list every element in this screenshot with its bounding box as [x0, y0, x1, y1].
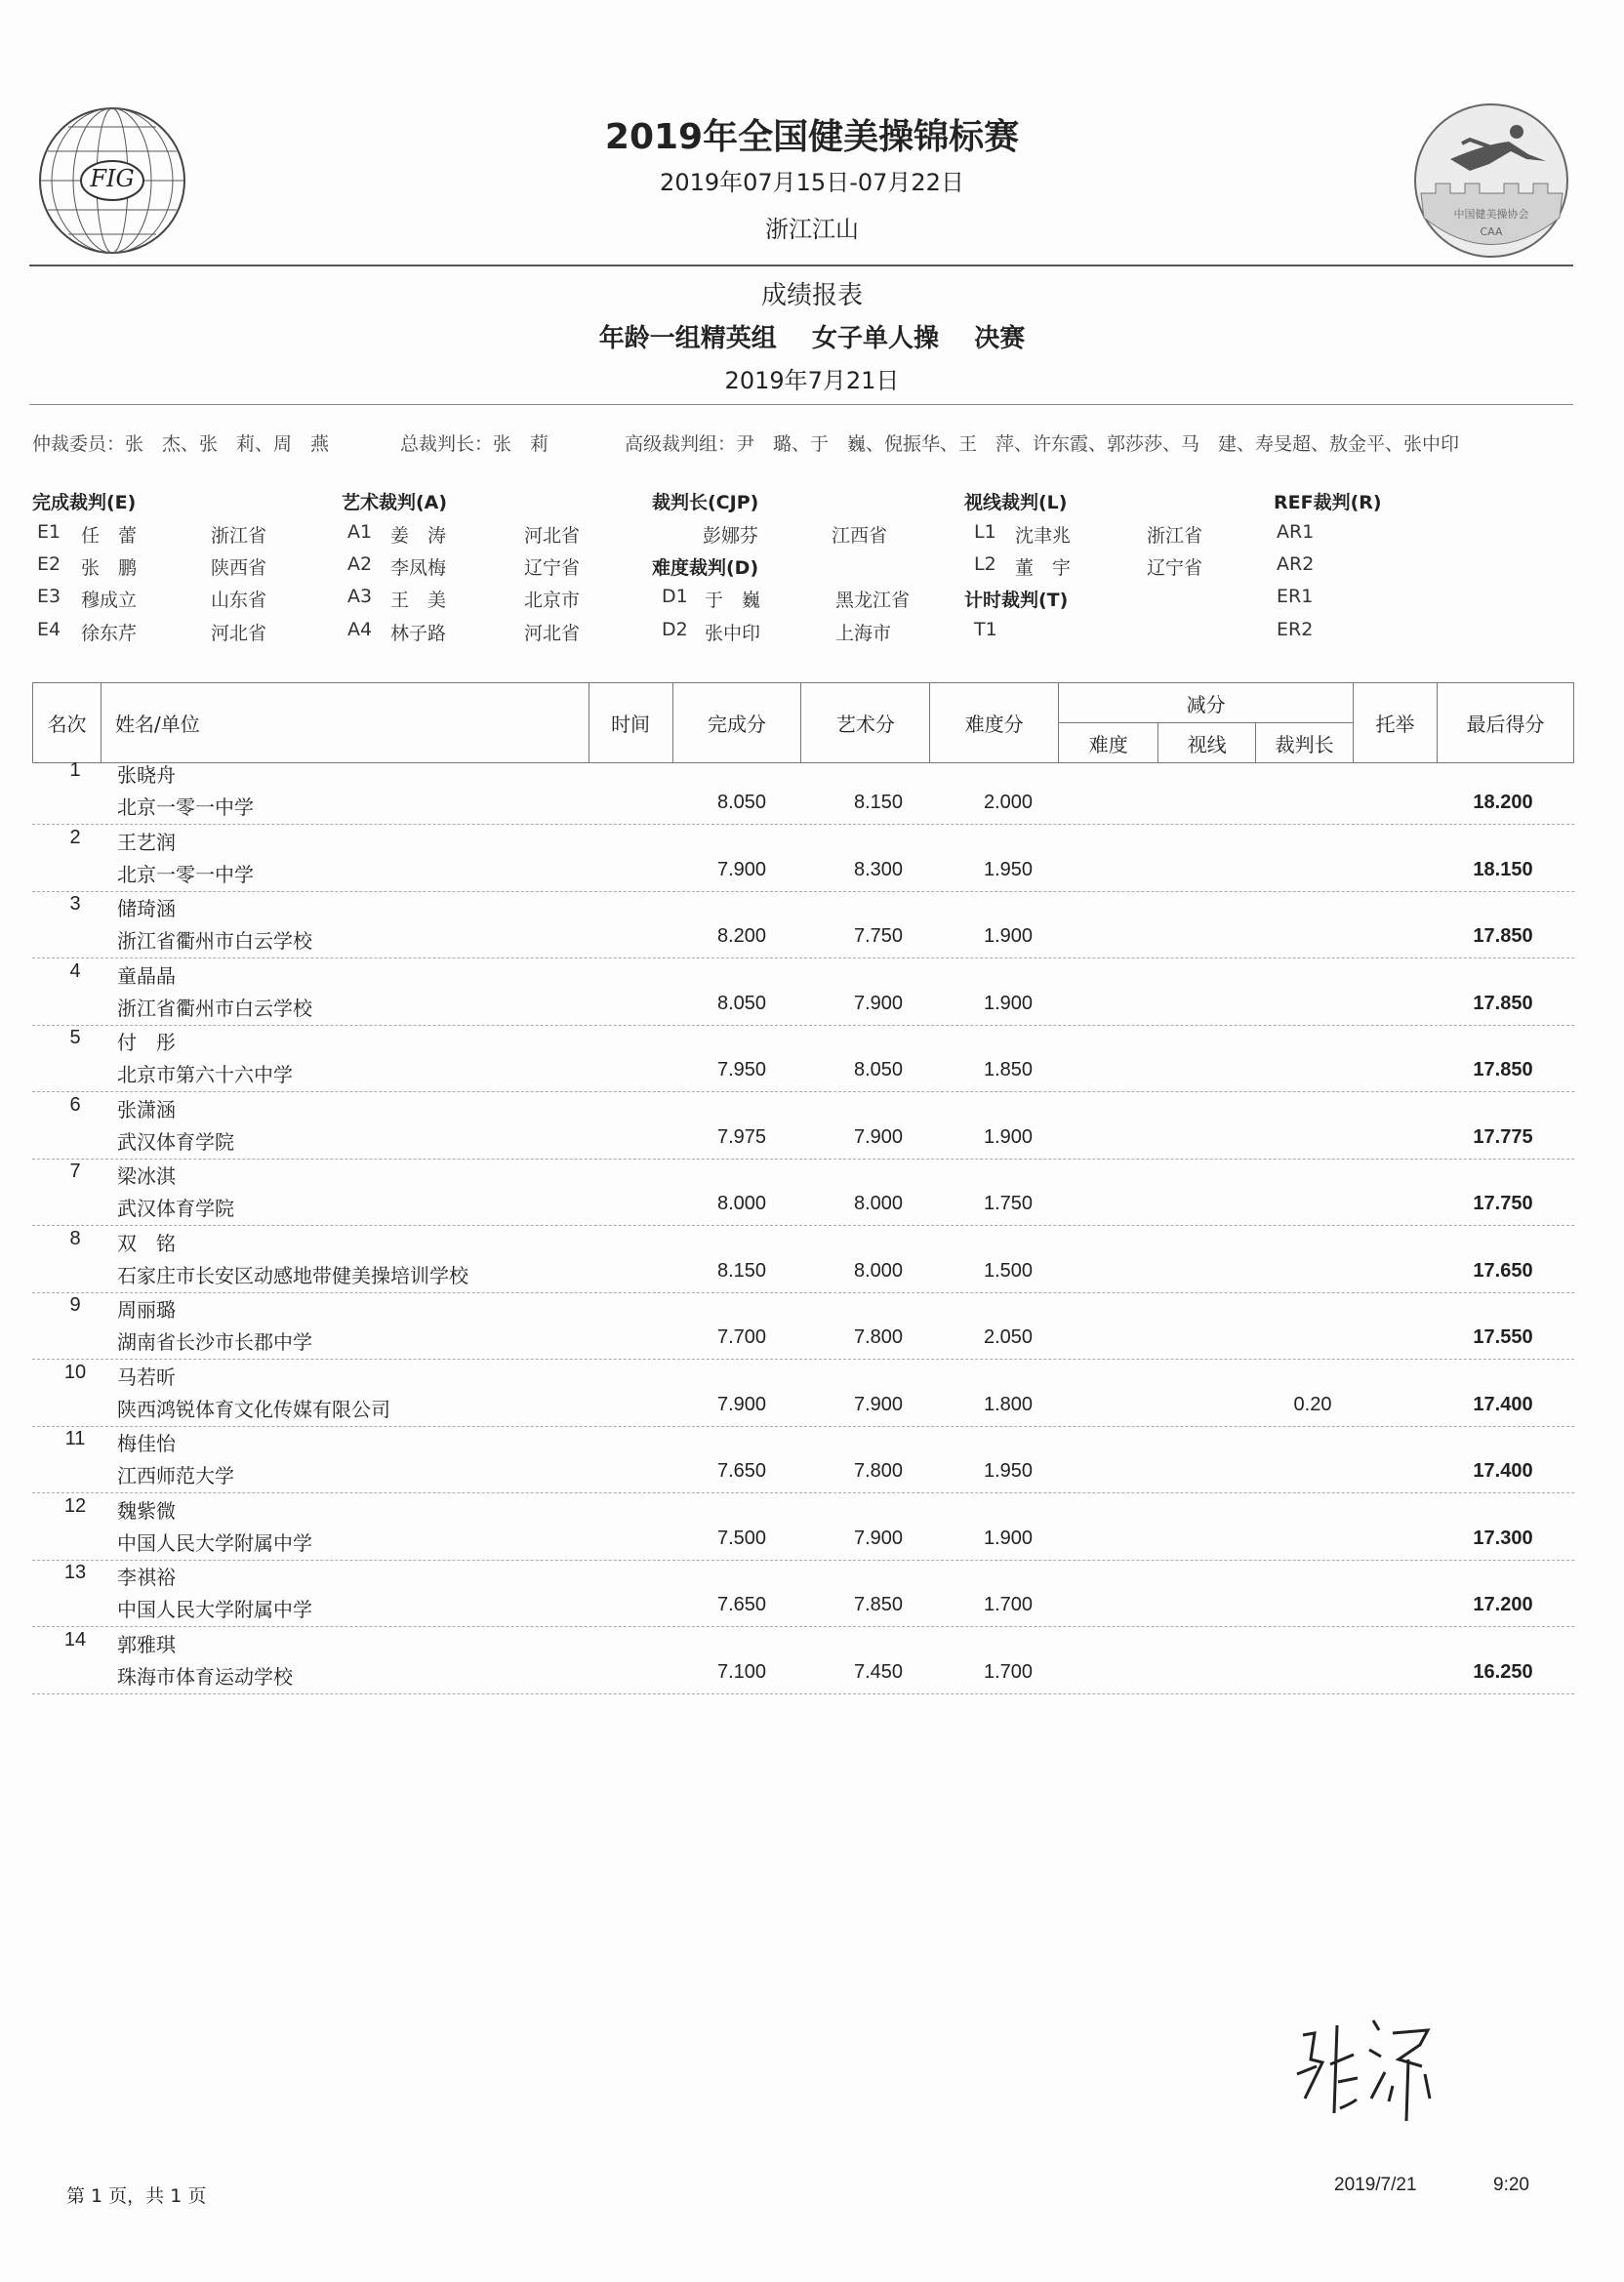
execution-judge-name: 任 蕾: [81, 525, 138, 547]
ref-judge-code: AR1: [1277, 521, 1315, 543]
difficulty-score: 1.850: [983, 1059, 1034, 1080]
row-divider: [32, 1492, 1574, 1493]
athlete-unit: 陕西鸿锐体育文化传媒有限公司: [117, 1397, 390, 1421]
difficulty-score: 1.900: [983, 925, 1034, 947]
fig-logo-text: FIG: [90, 165, 135, 192]
artistic-score: 7.900: [853, 992, 904, 1014]
execution-score: 7.650: [716, 1594, 767, 1615]
execution-judge-province: 山东省: [211, 590, 267, 611]
row-rank: 10: [63, 1361, 87, 1383]
artistic-judge-province: 河北省: [524, 623, 581, 644]
difficulty-score: 1.700: [983, 1594, 1034, 1615]
execution-judge-name: 穆成立: [81, 590, 138, 611]
execution-judge-province: 陕西省: [211, 557, 267, 579]
row-rank: 9: [69, 1294, 81, 1316]
artistic-judge-name: 林子路: [390, 623, 447, 644]
row-rank: 7: [69, 1161, 81, 1182]
row-divider: [32, 1560, 1574, 1561]
execution-score: 7.975: [716, 1125, 767, 1148]
row-rank: 11: [64, 1428, 86, 1449]
signature: [1283, 2006, 1440, 2133]
difficulty-score: 1.500: [983, 1259, 1034, 1282]
results-table-header: [32, 682, 1574, 763]
execution-score: 7.900: [716, 1393, 767, 1415]
difficulty-score: 1.900: [983, 992, 1034, 1014]
line-judge-province: 辽宁省: [1147, 557, 1203, 579]
header-divider: [29, 265, 1573, 266]
execution-score: 7.700: [716, 1326, 767, 1348]
execution-score: 8.050: [716, 992, 767, 1014]
col-rank: 名次: [33, 683, 102, 763]
execution-judge-code: E3: [37, 586, 61, 607]
artistic-judge-name: 姜 涛: [390, 525, 447, 547]
artistic-judge-code: A4: [347, 619, 373, 640]
row-divider: [32, 1693, 1574, 1694]
line-judge-name: 沈聿兆: [1015, 525, 1072, 547]
artistic-score: 7.800: [853, 1326, 904, 1348]
difficulty-judge-code: D2: [662, 619, 688, 640]
execution-score: 8.150: [716, 1259, 767, 1282]
row-divider: [32, 1292, 1574, 1293]
col-artistic: 艺术分: [801, 683, 930, 763]
row-divider: [32, 891, 1574, 892]
final-score: 17.775: [1473, 1125, 1533, 1148]
artistic-score: 7.800: [853, 1460, 904, 1482]
athlete-name: 周丽璐: [117, 1298, 176, 1322]
cjp-deduction: 0.20: [1293, 1393, 1332, 1415]
athlete-unit: 浙江省衢州市白云学校: [117, 996, 312, 1020]
execution-judge-province: 河北省: [211, 623, 267, 644]
col-deduct-difficulty: 难度: [1059, 723, 1158, 763]
row-rank: 5: [69, 1027, 81, 1048]
artistic-judge-name: 王 美: [390, 590, 447, 611]
row-divider: [32, 1426, 1574, 1427]
athlete-unit: 江西师范大学: [117, 1464, 234, 1487]
row-divider: [32, 1159, 1574, 1160]
row-rank: 14: [63, 1628, 87, 1650]
time-judges-title: 计时裁判(T): [964, 590, 1069, 611]
athlete-unit: 石家庄市长安区动感地带健美操培训学校: [117, 1263, 468, 1287]
col-difficulty: 难度分: [930, 683, 1059, 763]
final-score: 16.250: [1473, 1660, 1533, 1683]
execution-judge-province: 浙江省: [211, 525, 267, 547]
athlete-name: 魏紫微: [117, 1498, 176, 1523]
artistic-score: 7.900: [853, 1393, 904, 1415]
difficulty-score: 1.900: [983, 1527, 1034, 1549]
report-divider: [29, 404, 1573, 405]
execution-score: 8.050: [716, 792, 767, 813]
athlete-unit: 北京一零一中学: [117, 795, 254, 819]
athlete-unit: 武汉体育学院: [117, 1197, 234, 1220]
line-judge-province: 浙江省: [1147, 525, 1203, 547]
report-date: 2019年7月21日: [724, 367, 900, 394]
cjp-name: 彭娜芬: [703, 525, 759, 547]
execution-score: 7.650: [716, 1460, 767, 1482]
artistic-score: 8.000: [853, 1193, 904, 1214]
athlete-name: 张晓舟: [117, 763, 176, 787]
athlete-name: 童晶晶: [117, 963, 176, 988]
difficulty-score: 1.900: [983, 1125, 1034, 1148]
artistic-score: 8.150: [853, 792, 904, 813]
difficulty-judge-province: 上海市: [835, 623, 892, 644]
row-rank: 6: [69, 1093, 81, 1116]
row-rank: 2: [69, 826, 81, 848]
execution-score: 7.900: [716, 858, 767, 880]
page-indicator: 第 1 页，共 1 页: [66, 2185, 207, 2207]
col-lift: 托举: [1354, 683, 1438, 763]
difficulty-score: 1.800: [983, 1393, 1034, 1415]
final-score: 17.400: [1473, 1460, 1533, 1482]
ref-judges-title: REF裁判(R): [1274, 492, 1382, 513]
difficulty-score: 1.950: [983, 1460, 1034, 1482]
artistic-judge-code: A2: [347, 553, 373, 575]
col-name: 姓名/单位: [101, 683, 589, 763]
row-divider: [32, 824, 1574, 825]
athlete-unit: 北京一零一中学: [117, 862, 254, 886]
col-deduct-cjp: 裁判长: [1256, 723, 1354, 763]
difficulty-judge-name: 张中印: [705, 623, 761, 644]
execution-judge-name: 徐东芹: [81, 623, 138, 644]
final-score: 18.200: [1473, 792, 1533, 813]
row-rank: 13: [63, 1562, 87, 1583]
report-category: 年龄一组精英组 女子单人操 决赛: [598, 324, 1026, 353]
athlete-unit: 中国人民大学附属中学: [117, 1530, 312, 1555]
row-divider: [32, 1091, 1574, 1092]
row-divider: [32, 1359, 1574, 1360]
competition-dates: 2019年07月15日-07月22日: [660, 169, 964, 196]
artistic-judge-province: 辽宁省: [524, 557, 581, 579]
row-rank: 1: [69, 759, 81, 781]
athlete-unit: 武汉体育学院: [117, 1129, 234, 1154]
execution-judges-title: 完成裁判(E): [32, 492, 137, 513]
final-score: 17.850: [1473, 992, 1533, 1014]
col-deductions: 减分: [1059, 683, 1354, 723]
artistic-score: 7.750: [853, 925, 904, 947]
athlete-name: 梅佳怡: [117, 1432, 176, 1455]
final-score: 17.400: [1473, 1393, 1533, 1415]
execution-judge-code: E1: [37, 521, 61, 543]
row-rank: 8: [69, 1227, 81, 1249]
artistic-judge-code: A1: [347, 521, 373, 543]
ref-judge-code: AR2: [1277, 553, 1315, 575]
execution-score: 7.100: [716, 1660, 767, 1683]
artistic-score: 8.300: [853, 858, 904, 880]
artistic-score: 8.000: [853, 1259, 904, 1282]
athlete-name: 王艺润: [117, 830, 176, 854]
artistic-score: 8.050: [853, 1059, 904, 1080]
artistic-score: 7.850: [853, 1594, 904, 1615]
execution-score: 8.200: [716, 925, 767, 947]
row-divider: [32, 1025, 1574, 1026]
execution-judge-code: E4: [37, 619, 61, 640]
cjp-title: 裁判长(CJP): [652, 492, 759, 513]
print-time: 9:20: [1493, 2175, 1529, 2195]
col-execution: 完成分: [672, 683, 801, 763]
execution-judge-name: 张 鹏: [81, 557, 138, 579]
row-rank: 12: [63, 1494, 87, 1517]
row-rank: 4: [69, 959, 81, 982]
col-final: 最后得分: [1438, 683, 1574, 763]
difficulty-judge-province: 黑龙江省: [835, 590, 911, 611]
artistic-judge-province: 河北省: [524, 525, 581, 547]
time-judge-code: T1: [974, 619, 997, 640]
final-score: 17.550: [1473, 1326, 1533, 1348]
execution-score: 7.950: [716, 1059, 767, 1080]
difficulty-score: 2.050: [983, 1326, 1034, 1348]
artistic-score: 7.450: [853, 1660, 904, 1683]
caa-logo-text: 中国健美操协会: [1453, 208, 1529, 221]
athlete-name: 储琦涵: [117, 897, 176, 920]
final-score: 17.300: [1473, 1527, 1533, 1549]
final-score: 17.650: [1473, 1259, 1533, 1282]
execution-score: 7.500: [716, 1527, 767, 1549]
athlete-unit: 北京市第六十六中学: [117, 1063, 293, 1086]
final-score: 17.200: [1473, 1594, 1533, 1615]
artistic-judges-title: 艺术裁判(A): [342, 492, 448, 513]
line-judge-code: L1: [974, 521, 996, 543]
line-judge-code: L2: [974, 553, 996, 575]
athlete-unit: 中国人民大学附属中学: [117, 1598, 312, 1621]
final-score: 17.850: [1473, 925, 1533, 947]
athlete-unit: 湖南省长沙市长郡中学: [117, 1330, 312, 1354]
line-judges-title: 视线裁判(L): [964, 492, 1068, 513]
competition-title: 2019年全国健美操锦标赛: [604, 117, 1020, 157]
athlete-unit: 珠海市体育运动学校: [117, 1664, 293, 1689]
col-time: 时间: [589, 683, 672, 763]
artistic-score: 7.900: [853, 1527, 904, 1549]
difficulty-judge-name: 于 巍: [705, 590, 761, 611]
caa-logo-sub: CAA: [1480, 225, 1503, 238]
athlete-name: 郭雅琪: [117, 1632, 176, 1656]
difficulty-score: 2.000: [983, 792, 1034, 813]
artistic-judge-province: 北京市: [524, 590, 581, 611]
final-score: 17.750: [1473, 1193, 1533, 1214]
row-divider: [32, 1626, 1574, 1627]
athlete-unit: 浙江省衢州市白云学校: [117, 929, 312, 953]
final-score: 17.850: [1473, 1059, 1533, 1080]
athlete-name: 双 铭: [117, 1231, 176, 1255]
artistic-judge-code: A3: [347, 586, 373, 607]
jury-members: 仲裁委员：张 杰、张 莉、周 燕: [32, 433, 330, 455]
athlete-name: 李祺裕: [117, 1566, 176, 1589]
difficulty-score: 1.700: [983, 1660, 1034, 1683]
final-score: 18.150: [1473, 858, 1533, 880]
senior-judges: 高级裁判组：尹 璐、于 巍、倪振华、王 萍、许东霞、郭莎莎、马 建、寿旻超、敖金平、张中印: [625, 433, 1460, 455]
difficulty-score: 1.950: [983, 858, 1034, 880]
col-deduct-line: 视线: [1158, 723, 1256, 763]
line-judge-name: 董 宇: [1015, 557, 1072, 579]
report-title: 成绩报表: [760, 281, 863, 310]
athlete-name: 张潇涵: [117, 1097, 176, 1121]
cjp-province: 江西省: [832, 525, 888, 547]
difficulty-judges-title: 难度裁判(D): [652, 557, 759, 579]
execution-judge-code: E2: [37, 553, 61, 575]
athlete-name: 梁冰淇: [117, 1164, 176, 1188]
competition-location: 浙江江山: [765, 216, 859, 243]
chief-referee: 总裁判长：张 莉: [400, 433, 549, 455]
row-divider: [32, 1225, 1574, 1226]
artistic-judge-name: 李凤梅: [390, 557, 447, 579]
ref-judge-code: ER2: [1277, 619, 1314, 640]
execution-score: 8.000: [716, 1193, 767, 1214]
ref-judge-code: ER1: [1277, 586, 1314, 607]
athlete-name: 马若昕: [117, 1365, 176, 1389]
athlete-name: 付 彤: [117, 1031, 176, 1054]
difficulty-judge-code: D1: [662, 586, 688, 607]
print-date: 2019/7/21: [1334, 2175, 1417, 2195]
difficulty-score: 1.750: [983, 1193, 1034, 1214]
artistic-score: 7.900: [853, 1125, 904, 1148]
row-rank: 3: [69, 893, 81, 915]
